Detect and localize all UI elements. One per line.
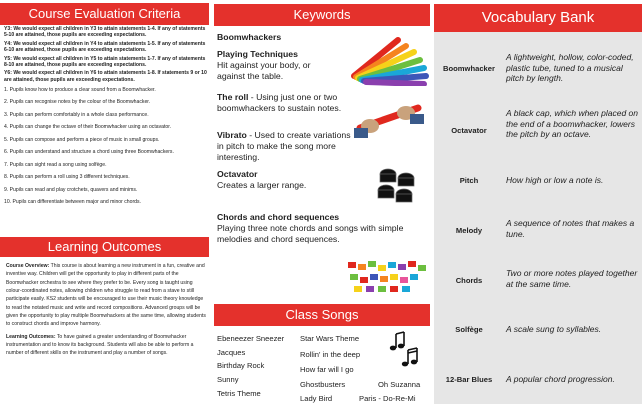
- middle-column: [214, 4, 430, 404]
- keyword-desc: Hit against your body, or against the table.: [217, 60, 311, 81]
- vocab-def-chords: Two or more notes played together at the same time.: [506, 268, 638, 289]
- keywords-header: Keywords: [214, 4, 430, 26]
- music-notes-icon: [386, 330, 422, 370]
- criteria-header: Course Evaluation Criteria: [0, 3, 209, 25]
- keyword-term: Boomwhackers: [217, 32, 282, 42]
- statement-10: 10. Pupils can differentiate between major and minor chords.: [4, 199, 141, 206]
- keyword-octavator: [217, 169, 317, 191]
- vocab-term-pitch: Pitch: [459, 176, 479, 185]
- keyword-term: Playing Techniques: [217, 49, 298, 59]
- keyword-term: The roll: [217, 92, 249, 102]
- keyword-desc: Creates a larger range.: [217, 180, 307, 190]
- vocab-term-12-bar-blues: 12-Bar Blues: [445, 375, 493, 384]
- statement-8: 8. Pupils can perform a roll using 3 different techniques.: [4, 174, 130, 181]
- keyword-the-roll: [217, 92, 355, 114]
- vocab-def-melody: A sequence of notes that makes a tune.: [506, 218, 635, 239]
- learning-outcomes-text: To have gained a greater understanding of Boomwhacker instrumentation and to know its background. Students will also be able to perform a number of different skills on the instrument and play a number of songs.: [6, 333, 194, 357]
- boomwhackers-fan-image: [348, 30, 430, 86]
- keyword-chords: [217, 212, 411, 245]
- learning-outcomes-body: [6, 262, 206, 362]
- song-item: Tetris Theme: [217, 389, 261, 398]
- expectation-y3: Y3: We would expect all children in Y3 to attain statements 1-4. If any of statements 5-10 are attained, those pupils are exceeding expectations.: [4, 26, 206, 39]
- vocab-def-pitch: How high or low a note is.: [506, 175, 604, 185]
- vocab-term-boomwhacker: Boomwhacker: [443, 64, 495, 73]
- keyword-term: Chords and chord sequences: [217, 212, 340, 222]
- song-item: Sunny: [217, 375, 239, 384]
- keyword-term: Octavator: [217, 169, 258, 179]
- criteria-body: [4, 26, 207, 212]
- vocab-def-octavator: A black cap, which when placed on the end of a boomwhacker, lowers the pitch by an octave.: [506, 108, 638, 139]
- vocab-term-octavator: Octavator: [451, 126, 487, 135]
- song-item: Rollin' in the deep: [300, 350, 361, 359]
- vocab-def-boomwhacker: A lightweight, hollow, color-coded, plastic tube, tuned to a musical pitch by length.: [506, 52, 634, 83]
- statement-7: 7. Pupils can sight read a song using solfège.: [4, 161, 107, 168]
- statement-3: 3. Pupils can perform comfortably in a whole class performance.: [4, 111, 149, 118]
- course-overview-label: Course Overview:: [6, 263, 50, 269]
- vocab-term-chords: Chords: [455, 276, 483, 285]
- song-item: Oh Suzanna: [378, 380, 421, 389]
- statement-9: 9. Pupils can read and play crotchets, quavers and minims.: [4, 186, 138, 193]
- song-item: Jacques: [217, 348, 246, 357]
- learning-outcomes-label: Learning Outcomes:: [6, 333, 56, 340]
- keyword-term: Vibrato: [217, 130, 247, 140]
- keyword-boomwhackers: [217, 32, 357, 43]
- learning-outcomes-header: Learning Outcomes: [0, 237, 209, 257]
- keyword-playing-techniques: [217, 49, 337, 82]
- vocabulary-bank-header: Vocabulary Bank: [434, 4, 642, 32]
- song-item: Ebeneezer Sneezer: [217, 334, 285, 343]
- left-column: [0, 0, 209, 404]
- colour-notation-image: [346, 258, 428, 294]
- statement-6: 6. Pupils can understand and structure a chord using three Boomwhackers.: [4, 149, 174, 156]
- expectation-y6: Y6: We would expect all children in Y6 to attain statements 1-8. If statements 9 or 10 are attained, those pupils are exceeding expectations.: [4, 70, 207, 83]
- song-item: Birthday Rock: [217, 361, 265, 370]
- course-overview: [6, 262, 206, 329]
- hands-holding-tube-image: [354, 98, 426, 142]
- song-item: Paris - Do-Re-Mi: [359, 394, 416, 403]
- expectation-y4: Y4: We would expect all children in Y4 to attain statements 1-5. If any of statements 6-10 are attained, those pupils are exceeding expectations.: [4, 40, 206, 53]
- statement-4: 4. Pupils can change the octave of their Boomwhacker using an octavator.: [4, 124, 172, 131]
- learning-outcomes-paragraph: [6, 333, 206, 358]
- statement-1: 1. Pupils know how to produce a clear sound from a Boomwhacker.: [4, 86, 156, 93]
- keyword-desc: - Used to create variations in pitch to make the song more interesting.: [217, 130, 351, 162]
- song-item: Lady Bird: [300, 394, 333, 403]
- song-item: Star Wars Theme: [300, 334, 360, 343]
- keyword-desc: - Using just one or two boomwhackers to sustain notes.: [217, 92, 342, 113]
- course-overview-text: This course is about learning a new instrument in a fun, creative and inventive way. Children will get the opportunity to play in different parts of the Boomwhacker orchestra to see where they prefer to be. Every song is taught using colour-coordinated notes, allowing children who struggle to read from a stave to still participate easily. KS2 students will be encouraged to use their music theory knowledge to read the notated music and write and record compositions. Advanced groups will be given the opportunity to play multiple Boomwhackers at the same time, allowing students to construct chords and improve harmony.: [6, 263, 206, 328]
- song-item: How far will I go: [300, 365, 354, 374]
- keyword-vibrato: [217, 130, 355, 163]
- vocab-def-solfege: A scale sung to syllables.: [506, 324, 602, 334]
- class-songs-header: Class Songs: [214, 304, 430, 326]
- vocab-def-12-bar-blues: A popular chord progression.: [506, 374, 615, 384]
- song-item: Ghostbusters: [300, 380, 346, 389]
- vocab-term-solfege: Solfège: [455, 325, 483, 334]
- statement-2: 2. Pupils can recognise notes by the colour of the Boomwhacker.: [4, 99, 151, 106]
- right-column: [434, 4, 642, 404]
- octavator-caps-image: [374, 164, 420, 206]
- expectation-y5: Y5: We would expect all children in Y5 to attain statements 1-7. If any of statements 8-10 are attained, those pupils are exceeding expectations.: [4, 55, 206, 68]
- vocab-term-melody: Melody: [455, 226, 483, 235]
- statement-5: 5. Pupils can compose and perform a piece of music in small groups.: [4, 136, 160, 143]
- keyword-desc: Playing three note chords and songs with simple melodies and chord sequences.: [217, 223, 404, 244]
